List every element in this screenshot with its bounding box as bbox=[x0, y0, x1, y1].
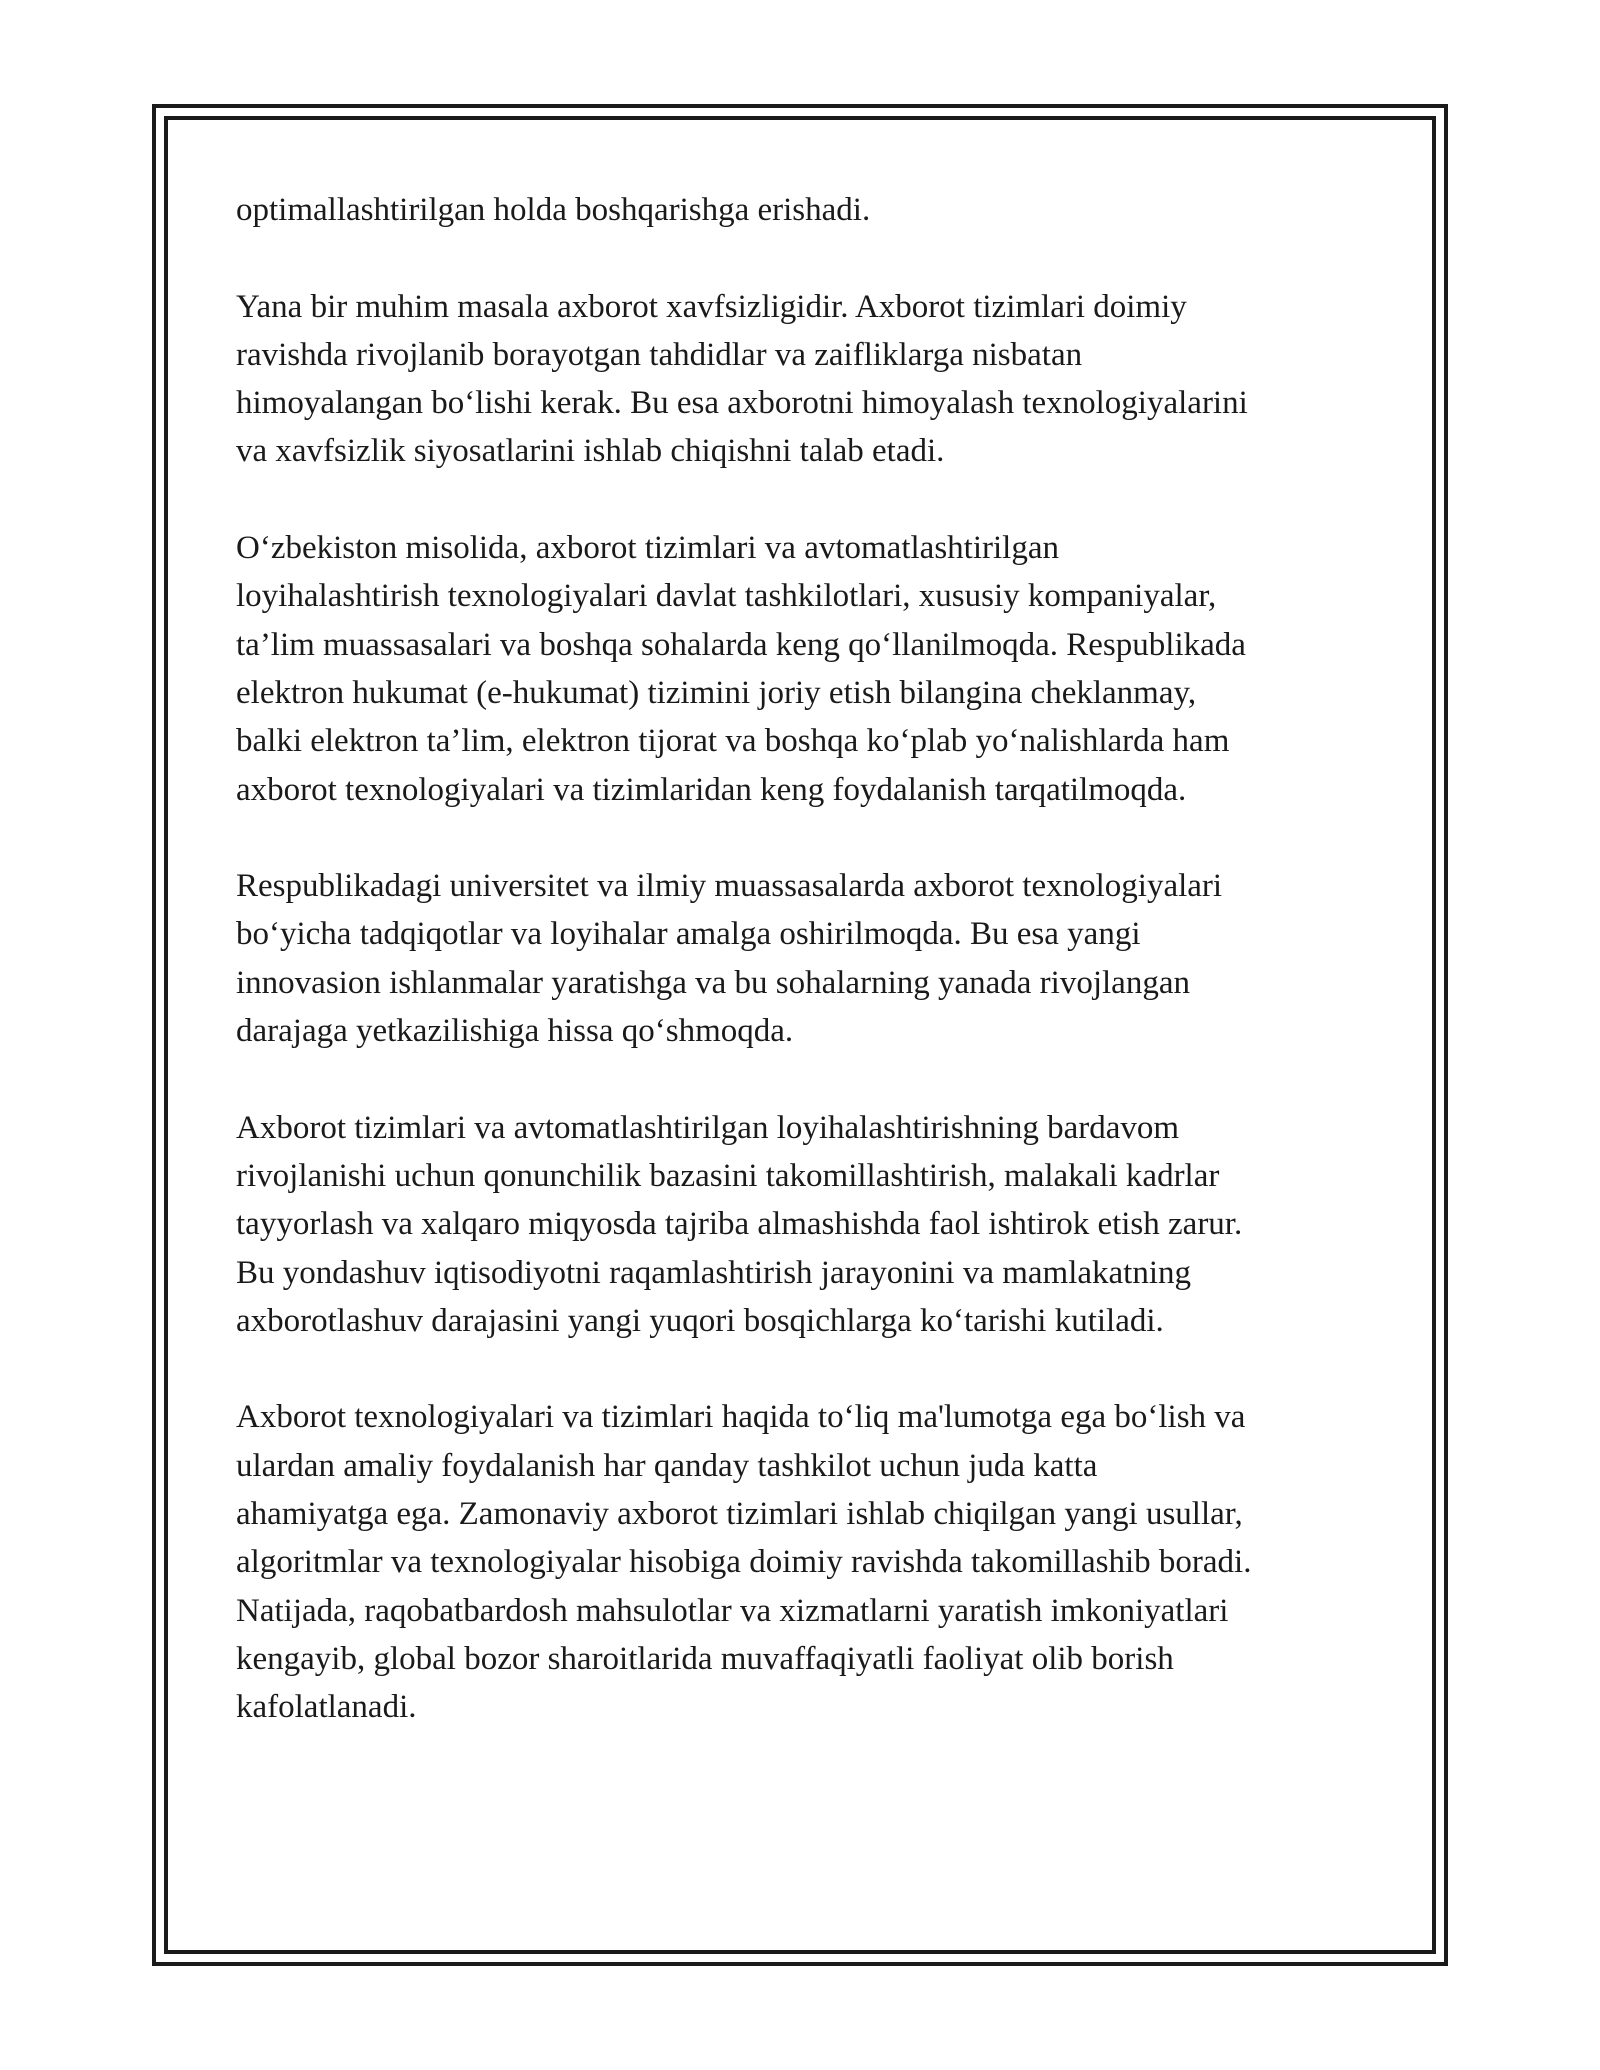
text-line: Axborot tizimlari va avtomatlashtirilgan loyihalashtirishning bardavom bbox=[236, 1109, 1180, 1146]
paragraph-4 bbox=[236, 862, 1376, 1055]
text-line: va xavfsizlik siyosatlarini ishlab chiqishni talab etadi. bbox=[236, 433, 945, 470]
text-line: innovasion ishlanmalar yaratishga va bu sohalarning yanada rivojlangan bbox=[236, 964, 1190, 1001]
text-line: ahamiyatga ega. Zamonaviy axborot tizimlari ishlab chiqilgan yangi usullar, bbox=[236, 1496, 1243, 1533]
text-line: ta’lim muassasalari va boshqa sohalarda keng qo‘llanilmoqda. Respublikada bbox=[236, 626, 1246, 663]
text-line: kafolatlanadi. bbox=[236, 1689, 417, 1726]
text-line: ravishda rivojlanib borayotgan tahdidlar va zaifliklarga nisbatan bbox=[236, 336, 1083, 373]
text-line: darajaga yetkazilishiga hissa qo‘shmoqda. bbox=[236, 1013, 794, 1050]
text-line: bo‘yicha tadqiqotlar va loyihalar amalga oshirilmoqda. Bu esa yangi bbox=[236, 916, 1141, 953]
text-line: balki elektron ta’lim, elektron tijorat va boshqa ko‘plab yo‘nalishlarda ham bbox=[236, 723, 1230, 760]
text-line: axborot texnologiyalari va tizimlaridan keng foydalanish tarqatilmoqda. bbox=[236, 771, 1187, 808]
text-line: loyihalashtirish texnologiyalari davlat tashkilotlari, xususiy kompaniyalar, bbox=[236, 578, 1217, 615]
text-line: Natijada, raqobatbardosh mahsulotlar va xizmatlarni yaratish imkoniyatlari bbox=[236, 1592, 1229, 1629]
text-line: Bu yondashuv iqtisodiyotni raqamlashtirish jarayonini va mamlakatning bbox=[236, 1254, 1192, 1291]
paragraph-6 bbox=[236, 1393, 1376, 1731]
paragraph-3 bbox=[236, 524, 1376, 814]
text-line: Respublikadagi universitet va ilmiy muassasalarda axborot texnologiyalari bbox=[236, 868, 1223, 905]
text-line: kengayib, global bozor sharoitlarida muvaffaqiyatli faoliyat olib borish bbox=[236, 1640, 1174, 1677]
text-line: Axborot texnologiyalari va tizimlari haqida to‘liq ma'lumotga ega bo‘lish va bbox=[236, 1399, 1246, 1436]
text-line: rivojlanishi uchun qonunchilik bazasini takomillashtirish, malakali kadrlar bbox=[236, 1157, 1220, 1194]
paragraph-1 bbox=[236, 186, 1376, 234]
text-line: tayyorlash va xalqaro miqyosda tajriba almashishda faol ishtirok etish zarur. bbox=[236, 1206, 1243, 1243]
text-line: algoritmlar va texnologiyalar hisobiga doimiy ravishda takomillashib boradi. bbox=[236, 1544, 1252, 1581]
text-line: Yana bir muhim masala axborot xavfsizligidir. Axborot tizimlari doimiy bbox=[236, 288, 1187, 325]
paragraph-2 bbox=[236, 283, 1376, 476]
text-line: optimallashtirilgan holda boshqarishga erishadi. bbox=[236, 192, 871, 228]
text-line: elektron hukumat (e-hukumat) tizimini joriy etish bilangina cheklanmay, bbox=[236, 674, 1197, 711]
paragraph-5 bbox=[236, 1104, 1376, 1345]
text-line: axborotlashuv darajasini yangi yuqori bosqichlarga ko‘tarishi kutiladi. bbox=[236, 1302, 1164, 1339]
text-line: himoyalangan bo‘lishi kerak. Bu esa axborotni himoyalash texnologiyalarini bbox=[236, 385, 1248, 422]
text-line: O‘zbekiston misolida, axborot tizimlari va avtomatlashtirilgan bbox=[236, 530, 1059, 567]
text-line: ulardan amaliy foydalanish har qanday tashkilot uchun juda katta bbox=[236, 1447, 1098, 1484]
document-body bbox=[236, 186, 1376, 1780]
